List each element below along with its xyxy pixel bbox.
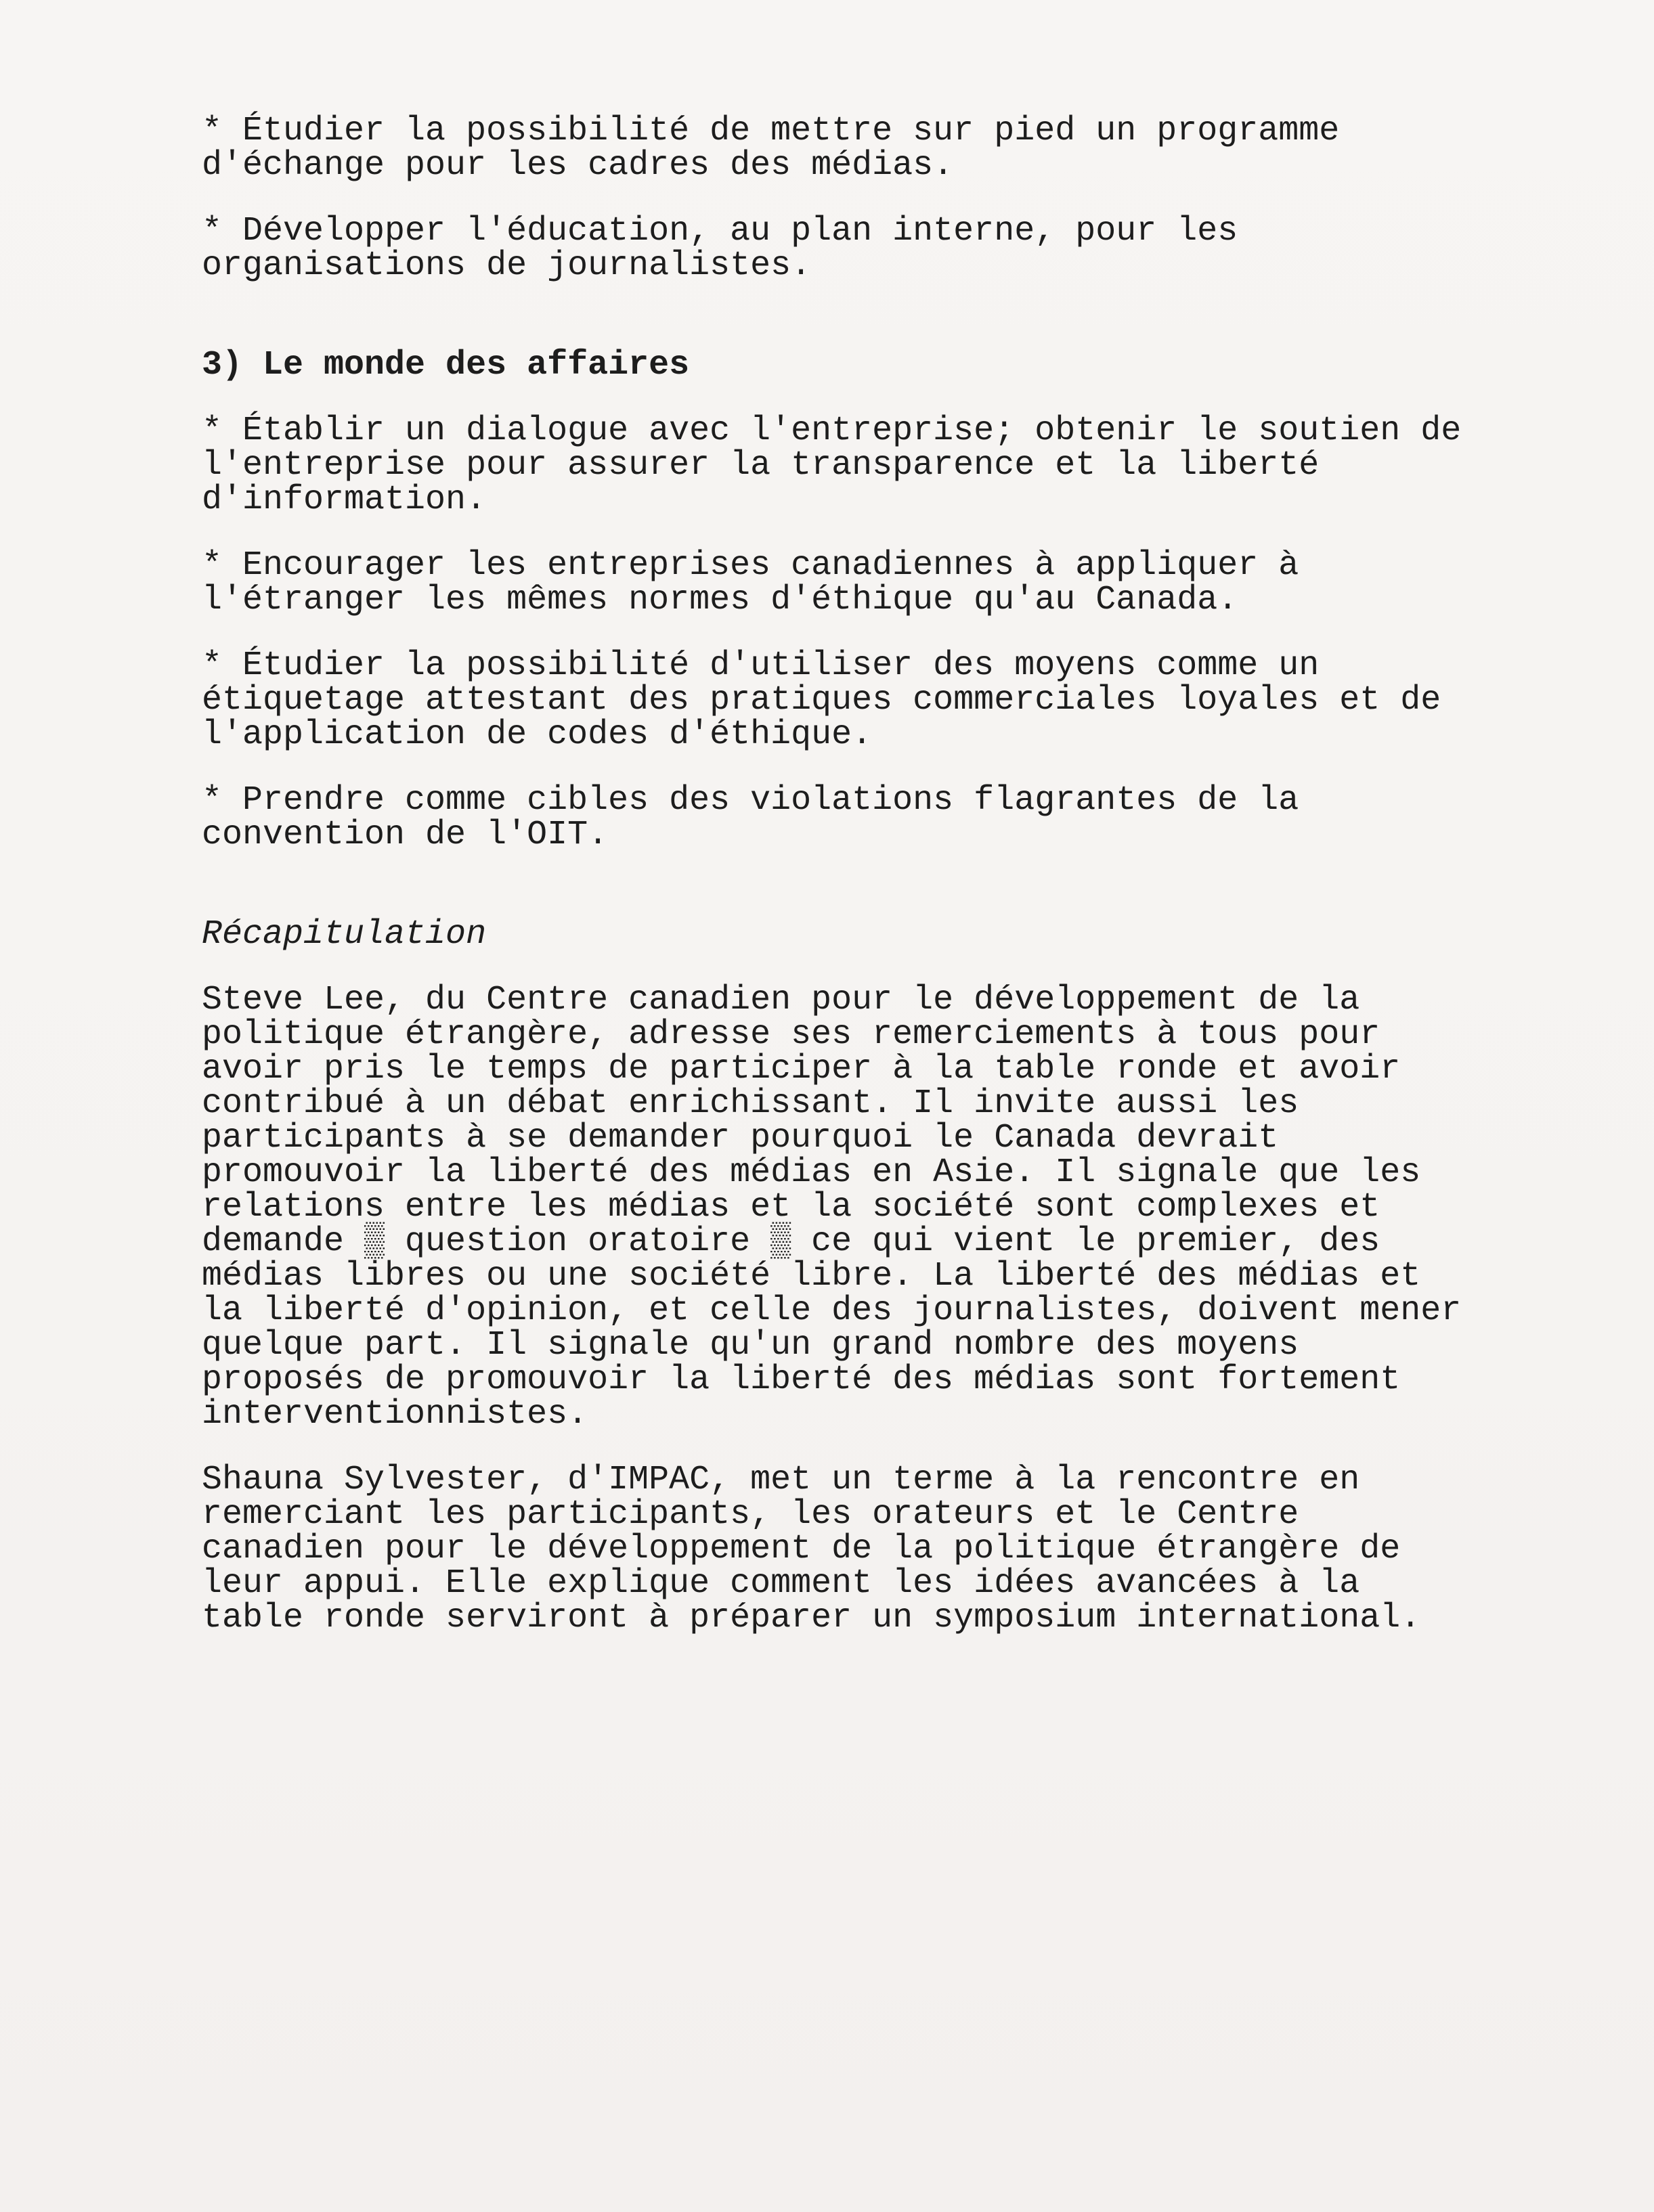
recap-heading: Récapitulation bbox=[202, 915, 487, 954]
bullet-dialogue-business: * Établir un dialogue avec l'entreprise; obtenir le soutien de l'entreprise pour assurer la transparence et la liberté d'information. bbox=[202, 412, 1462, 519]
bullet-oit-violations: * Prendre comme cibles des violations flagrantes de la convention de l'OIT. bbox=[202, 781, 1299, 854]
section-heading-business: 3) Le monde des affaires bbox=[202, 346, 690, 384]
recap-paragraph-shauna-sylvester: Shauna Sylvester, d'IMPAC, met un terme à la rencontre en remerciant les participants, les orateurs et le Centre canadien pour le développement de la politique étrangère de leur appui. Elle explique comment les idées avancées à la table ronde serviront à préparer un symposium international. bbox=[202, 1461, 1421, 1637]
document-body bbox=[202, 114, 1522, 1635]
bullet-exchange-program: * Étudier la possibilité de mettre sur pied un programme d'échange pour les cadres des médias. bbox=[202, 112, 1340, 185]
bullet-labeling: * Étudier la possibilité d'utiliser des moyens comme un étiquetage attestant des pratiques commerciales loyales et de l'application de codes d'éthique. bbox=[202, 646, 1441, 754]
bullet-ethics-abroad: * Encourager les entreprises canadiennes à appliquer à l'étranger les mêmes normes d'éthique qu'au Canada. bbox=[202, 546, 1299, 619]
recap-paragraph-steve-lee: Steve Lee, du Centre canadien pour le développement de la politique étrangère, adresse ses remerciements à tous pour avoir pris le temps de participer à la table ronde et avoir contribué à un débat enrichissant. Il invite aussi les participants à se demander pourquoi le Canada devrait promouvoir la liberté des médias en Asie. Il signale que les relations entre les médias et la société sont complexes et demande ▒ question oratoire ▒ ce qui vient le premier, des médias libres ou une société libre. La liberté des médias et la liberté d'opinion, et celle des journalistes, doivent mener quelque part. Il signale qu'un grand nombre des moyens proposés de promouvoir la liberté des médias sont fortement interventionnistes. bbox=[202, 981, 1462, 1434]
bullet-internal-education: * Développer l'éducation, au plan interne, pour les organisations de journalistes. bbox=[202, 212, 1238, 285]
